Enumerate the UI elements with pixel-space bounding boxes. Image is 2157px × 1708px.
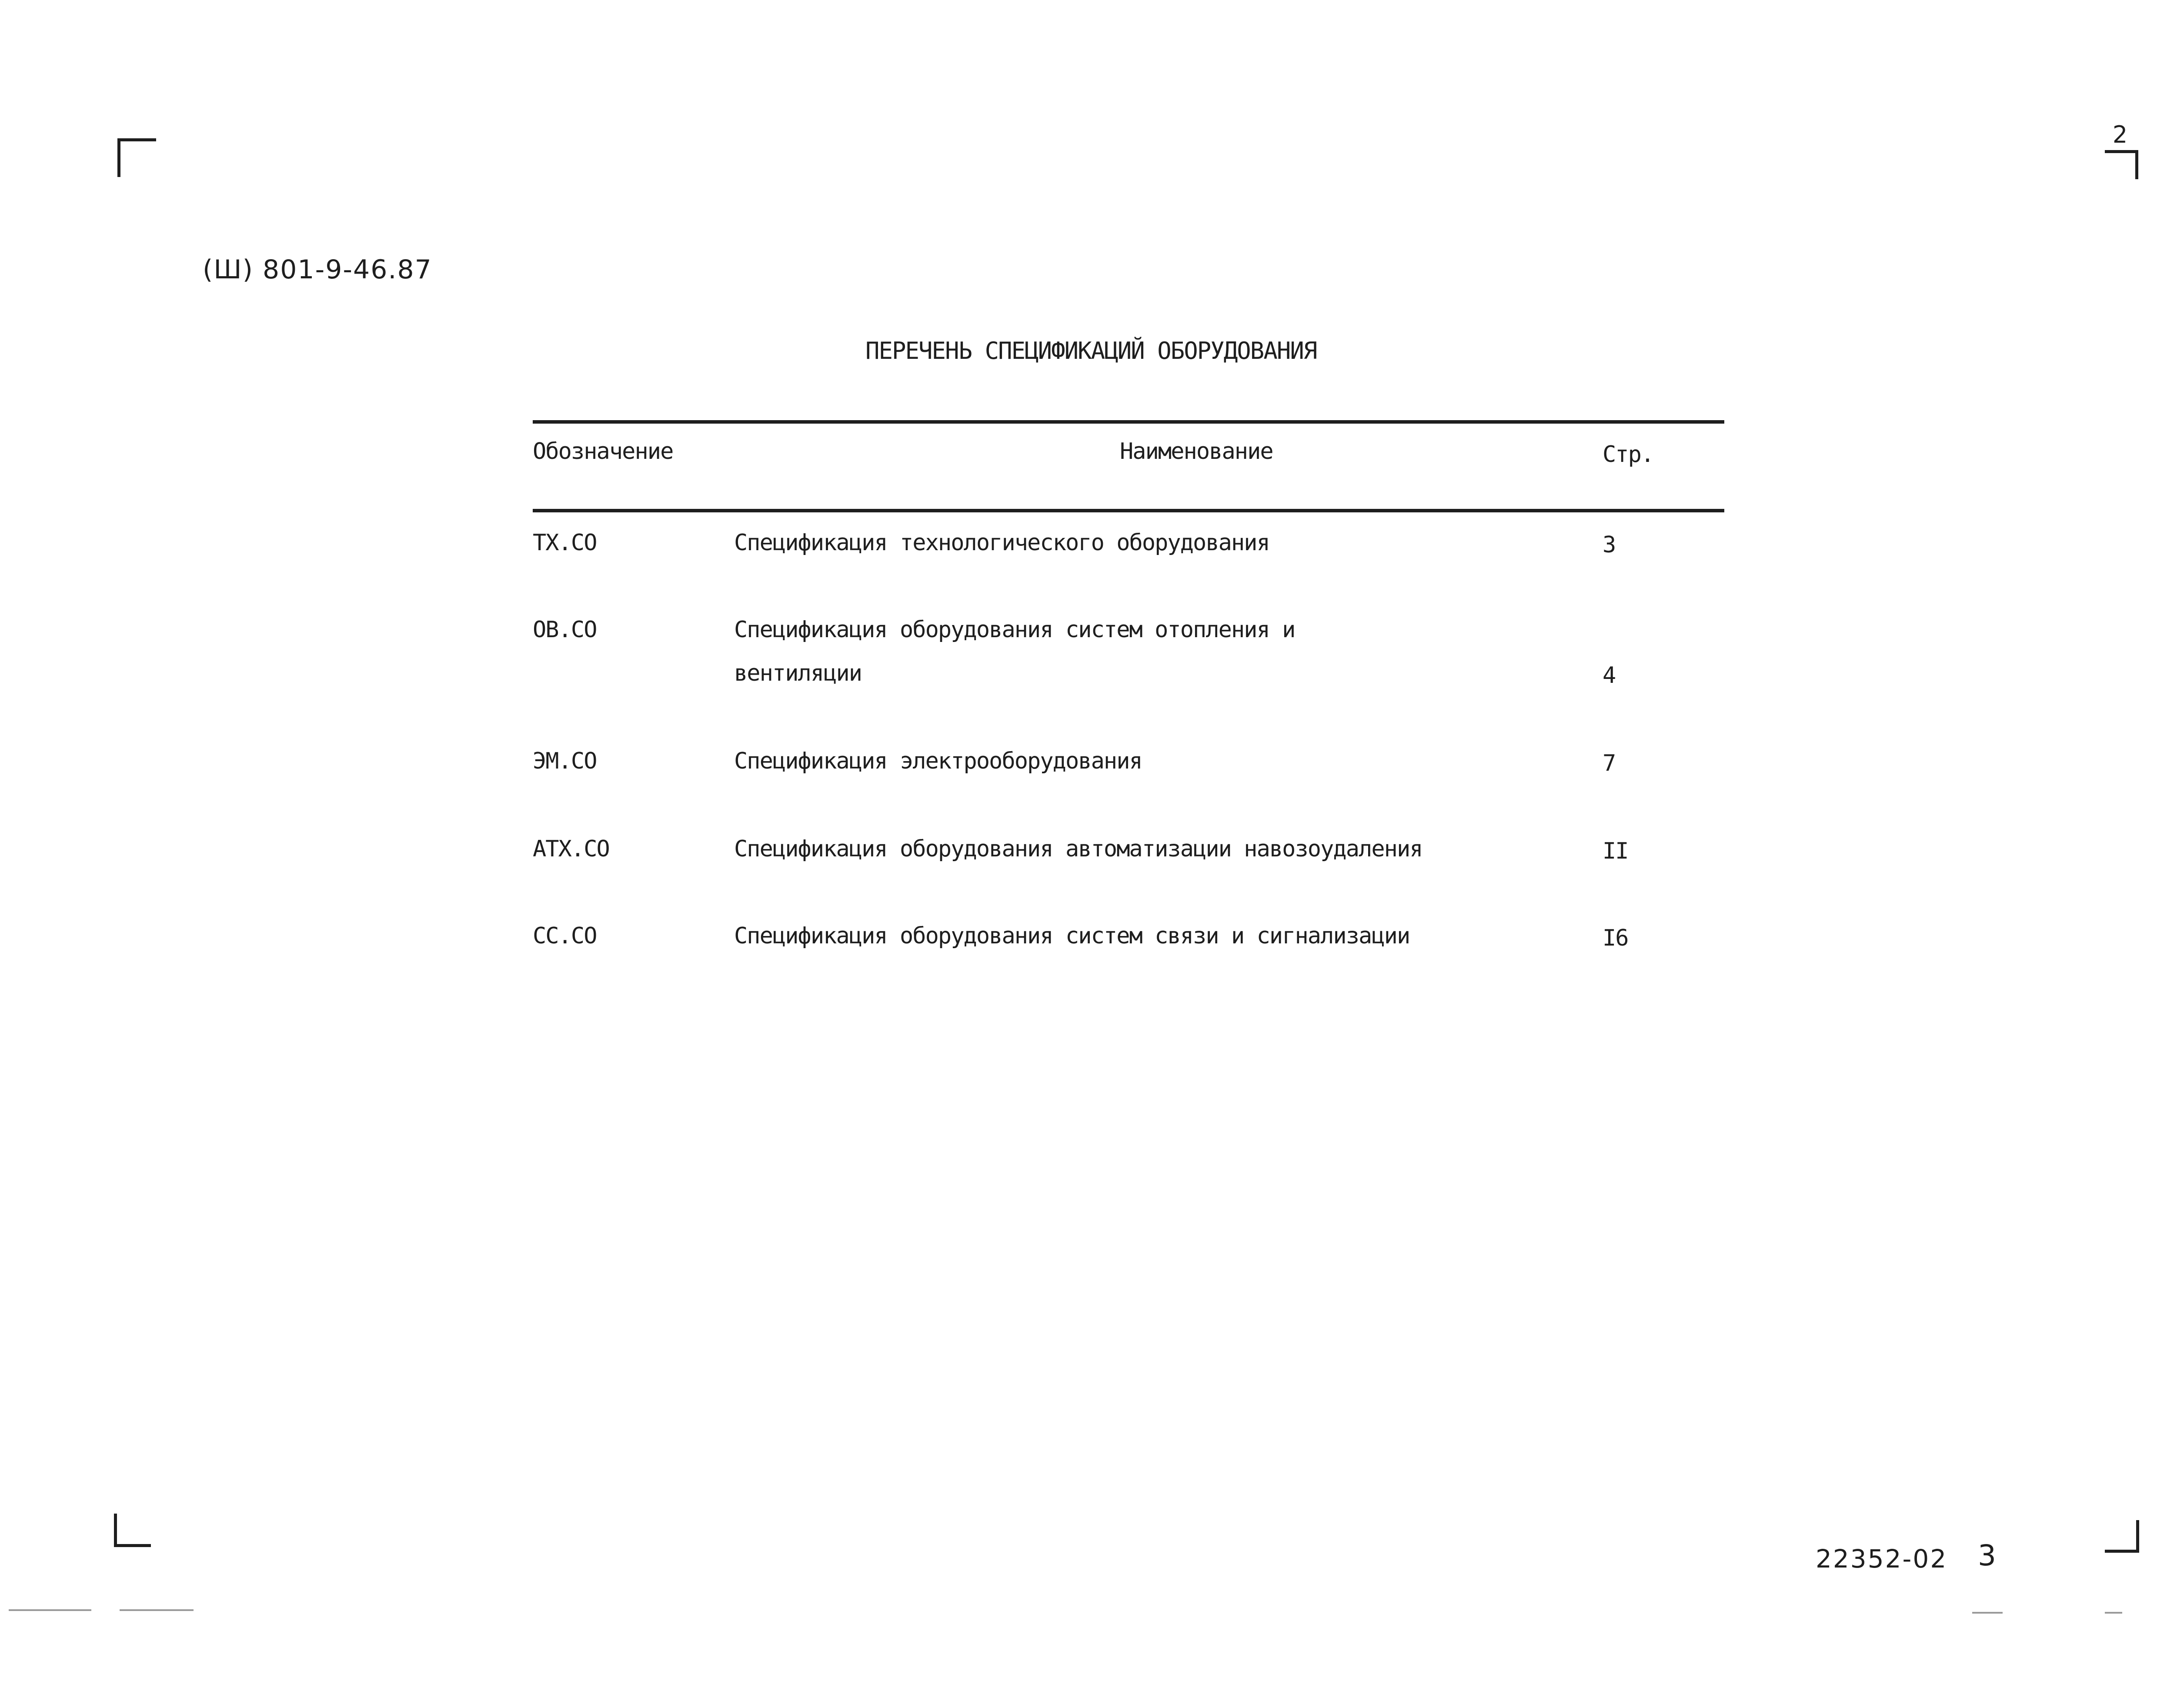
row-name: Спецификация технологического оборудования	[734, 530, 1269, 556]
archive-number: 22352-02	[1816, 1544, 1948, 1574]
row-code: ОВ.СО	[533, 617, 597, 643]
sheet-mark: 2	[2112, 121, 2128, 148]
column-header-page: Стр.	[1603, 441, 1654, 468]
row-code: ЭМ.СО	[533, 748, 597, 774]
page-number: 3	[1978, 1539, 1996, 1572]
row-name: Спецификация оборудования систем связи и сигнализации	[734, 923, 1410, 949]
scan-artifact-line	[9, 1609, 91, 1611]
row-page: I6	[1603, 925, 1628, 951]
corner-mark-bottom-right	[2105, 1520, 2139, 1553]
page-title: ПЕРЕЧЕНЬ СПЕЦИФИКАЦИЙ ОБОРУДОВАНИЯ	[865, 337, 1317, 364]
corner-mark-top-right	[2105, 150, 2138, 179]
document-code: (Ш) 801-9-46.87	[203, 254, 432, 285]
column-header-name: Наименование	[1120, 438, 1273, 465]
row-name: Спецификация электрооборудования	[734, 748, 1142, 774]
scan-artifact-line	[1972, 1612, 2003, 1614]
table-top-rule	[533, 420, 1724, 424]
row-page: 3	[1603, 532, 1616, 558]
row-code: ТХ.СО	[533, 530, 597, 556]
scan-artifact-line	[2105, 1612, 2122, 1614]
row-name-continued: вентиляции	[734, 660, 862, 686]
scan-artifact-line	[120, 1609, 194, 1611]
table-header-rule	[533, 509, 1724, 512]
row-page: 4	[1603, 662, 1616, 689]
corner-mark-bottom-left	[114, 1514, 151, 1547]
row-page: 7	[1603, 750, 1616, 776]
corner-mark-top-left	[117, 138, 156, 177]
row-code: СС.СО	[533, 923, 597, 949]
row-name: Спецификация оборудования систем отопления и	[734, 617, 1295, 643]
row-code: АТХ.СО	[533, 836, 609, 862]
row-name: Спецификация оборудования автоматизации навозоудаления	[734, 836, 1422, 862]
column-header-code: Обозначение	[533, 438, 673, 465]
row-page: II	[1603, 838, 1628, 864]
